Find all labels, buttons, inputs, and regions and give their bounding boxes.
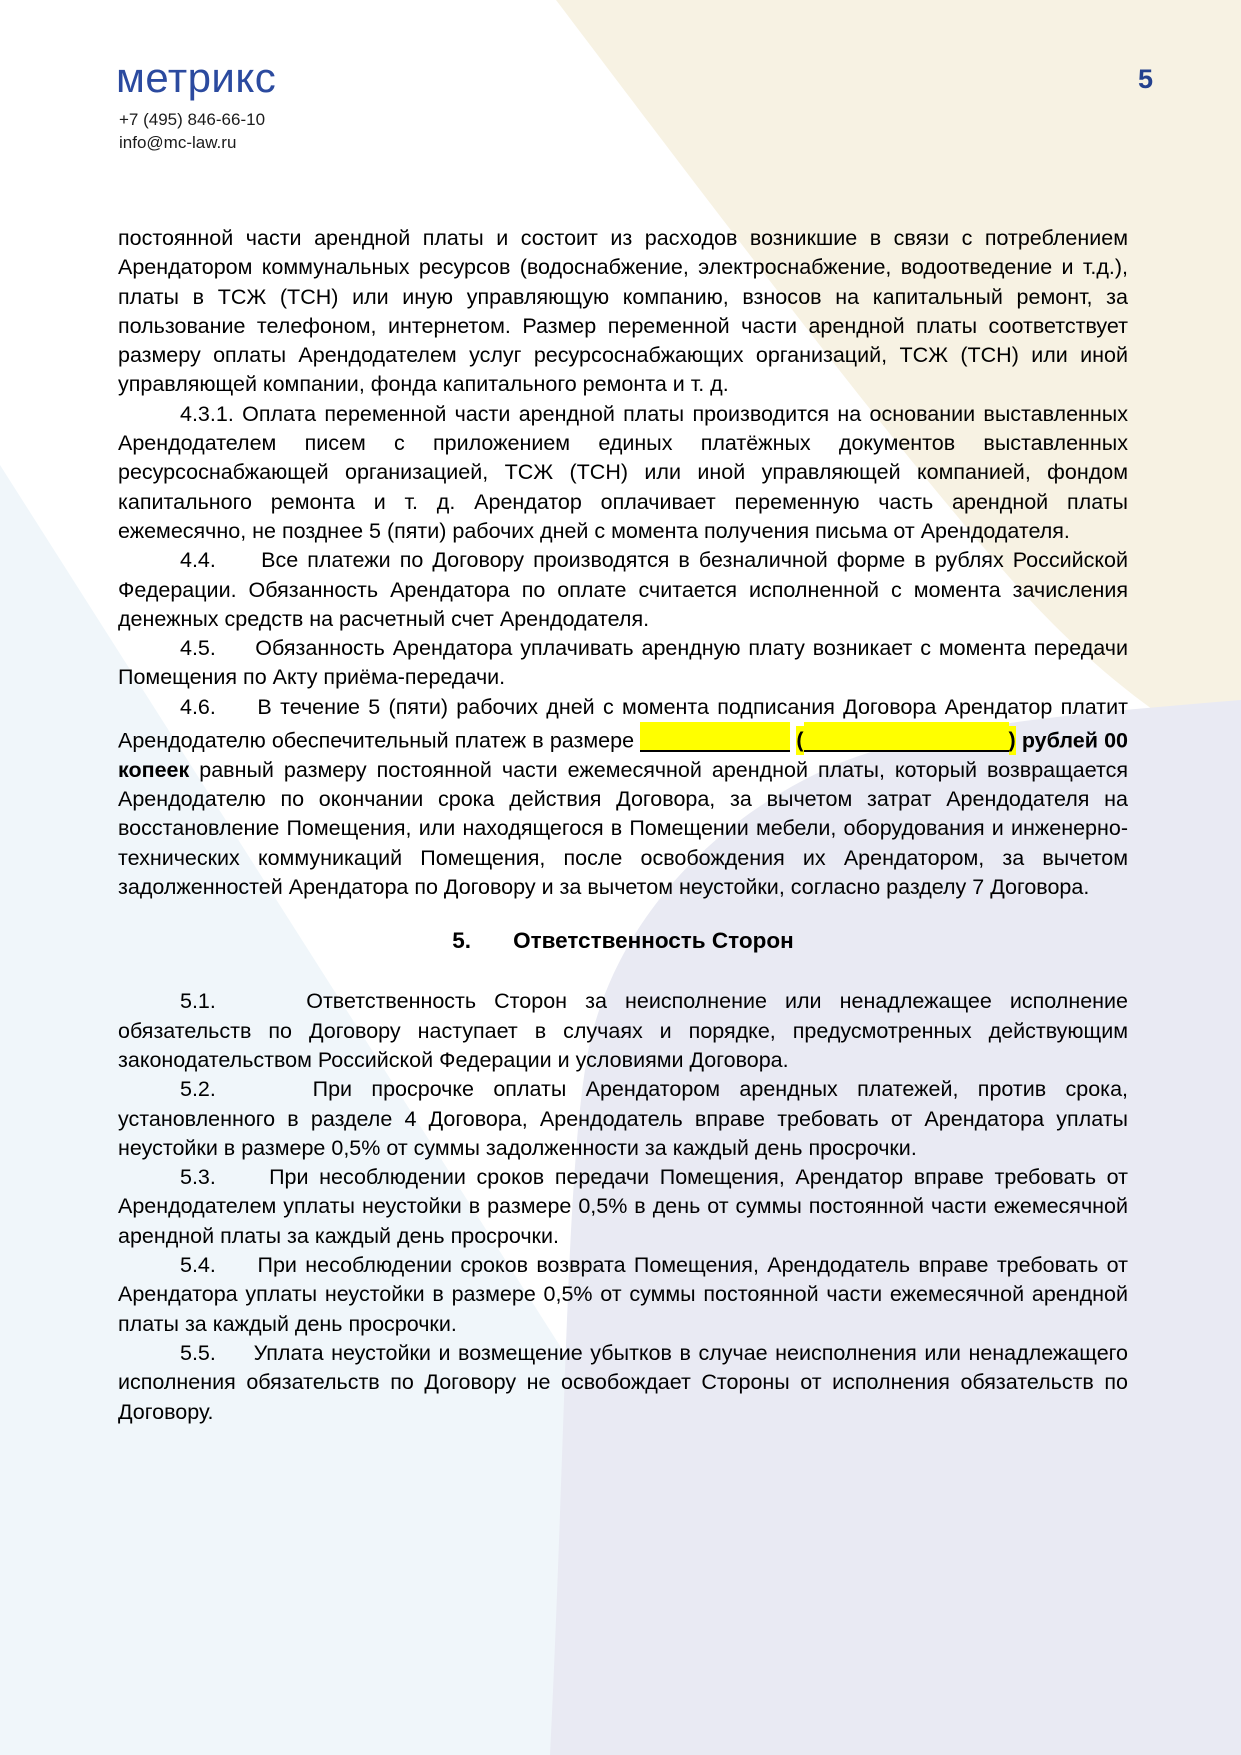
paragraph bbox=[118, 1075, 1128, 1163]
company-logo: метрикс bbox=[116, 54, 277, 101]
text-run: 4.4. Все платежи по Договору производятся в безналичной форме в рублях Российской Федерации. Обязанность Арендатора по оплате считается исполненной с момента зачисления денежных средств на расчетный счет Арендодателя. bbox=[118, 548, 1128, 631]
text-run: 5.4. При несоблюдении сроков возврата Помещения, Арендодатель вправе требовать от Арендатора уплаты неустойки в размере 0,5% от суммы постоянной части ежемесячной арендной платы за каждый день просрочки. bbox=[118, 1253, 1128, 1336]
text-run: 4.6. В течение 5 (пяти) рабочих дней с момента подписания Договора Арендатор платит Арендодателю обеспечительный платеж в размере bbox=[118, 694, 1128, 753]
company-phone: +7 (495) 846-66-10 bbox=[119, 110, 266, 129]
text-run: 4.3.1. Оплата переменной части арендной платы производится на основании выставленных Арендодателем писем с приложением единых платёжных документов выставленных ресурсоснабжающей организацией, ТСЖ (ТСН) или иной управляющей компанией, фондом капитального ремонта и т. д. Арендатор оплачивает переменную часть арендной платы ежемесячно, не позднее 5 (пяти) рабочих дней с момента получения письма от Арендодателя. bbox=[118, 401, 1128, 543]
header-contacts bbox=[119, 108, 265, 154]
paragraph bbox=[118, 1339, 1128, 1427]
paragraph bbox=[118, 693, 1128, 902]
fill-in-blank bbox=[640, 722, 790, 752]
paragraph bbox=[118, 1163, 1128, 1251]
paragraph bbox=[118, 546, 1128, 634]
text-run: 4.5. Обязанность Арендатора уплачивать арендную плату возникает с момента передачи Помещения по Акту приёма-передачи. bbox=[118, 636, 1128, 690]
paragraph bbox=[118, 987, 1128, 1075]
section-heading bbox=[118, 926, 1128, 955]
text-run: равный размеру постоянной части ежемесячной арендной платы, который возвращается Арендодателю по окончании срока действия Договора, за вычетом затрат Арендодателя на восстановление Помещения, или находящегося в Помещении мебели, оборудования и инженерно-технических коммуникаций Помещения, после освобождения их Арендатором, за вычетом задолженностей Арендатора по Договору и за вычетом неустойки, согласно разделу 7 Договора. bbox=[118, 757, 1128, 899]
text-run: 5.1. Ответственность Сторон за неисполнение или ненадлежащее исполнение обязательств по Договору наступает в случаях и порядке, предусмотренных действующим законодательством Российской Федерации и условиями Договора. bbox=[118, 989, 1128, 1072]
text-run-bold: ) bbox=[1009, 726, 1016, 755]
fill-in-blank bbox=[804, 722, 1009, 752]
section-number: 5. bbox=[452, 928, 472, 954]
paragraph bbox=[118, 400, 1128, 546]
text-run: 5.2. При просрочке оплаты Арендатором арендных платежей, против срока, установленного в разделе 4 Договора, Арендодатель вправе требовать от Арендатора уплаты неустойки в размере 0,5% от суммы задолженности за каждый день просрочки. bbox=[118, 1077, 1128, 1160]
page-number: 5 bbox=[1137, 64, 1153, 94]
company-email: info@mc-law.ru bbox=[119, 133, 237, 152]
section-title: Ответственность Сторон bbox=[513, 928, 794, 954]
text-run: постоянной части арендной платы и состоит из расходов возникшие в связи с потреблением Арендатором коммунальных ресурсов (водоснабжение, электроснабжение, водоотведение и т.д.), платы в ТСЖ (ТСН) или иную управляющую компанию, взносов на капитальный ремонт, за пользование телефоном, интернетом. Размер переменной части арендной платы соответствует размеру оплаты Арендодателем услуг ресурсоснабжающих организаций, ТСЖ (ТСН) или иной управляющей компании, фонда капитального ремонта и т. д. bbox=[118, 226, 1128, 397]
paragraph bbox=[118, 1251, 1128, 1339]
text-run-bold: рублей 00 копеек bbox=[118, 728, 1128, 782]
text-run-bold: ( bbox=[796, 726, 803, 755]
paragraph bbox=[118, 634, 1128, 693]
document-body bbox=[118, 224, 1128, 1427]
text-run: 5.5. Уплата неустойки и возмещение убытков в случае неисполнения или ненадлежащего исполнения обязательств по Договору не освобождает Стороны от исполнения обязательств по Договору. bbox=[118, 1340, 1128, 1424]
text-run: 5.3. При несоблюдении сроков передачи Помещения, Арендатор вправе требовать от Арендодателем уплаты неустойки в размере 0,5% в день от суммы постоянной части ежемесячной арендной платы за каждый день просрочки. bbox=[118, 1165, 1128, 1248]
paragraph bbox=[118, 224, 1128, 400]
